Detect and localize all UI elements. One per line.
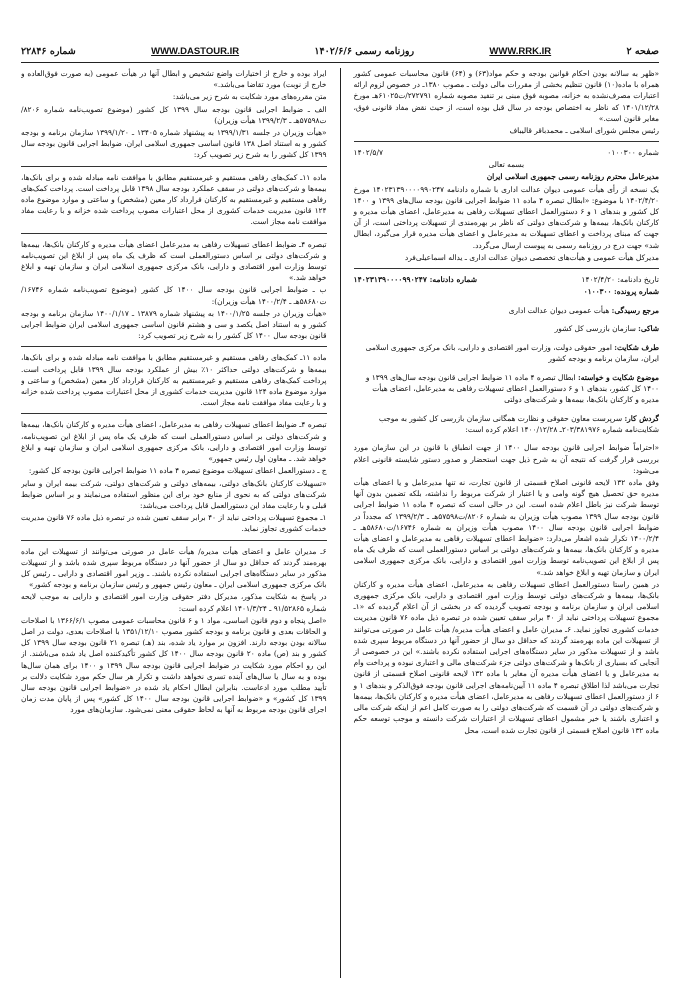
section-divider	[354, 268, 660, 269]
publication-date: روزنامه رسمی ۱۴۰۲/۶/۶	[314, 45, 415, 57]
intro-signature: رئیس مجلس شورای اسلامی ـ محمدباقر قالیباف	[509, 126, 659, 136]
text-paragraph: ۱ـ مجموع تسهیلات پرداختی نباید از ۴۰ برابر سقف تعیین شده در تبصره ذیل ماده ۷۶ قانون مدیریت خدمات کشوری تجاوز نماید.	[21, 513, 327, 534]
text-paragraph: در پاسخ به شکایت مذکور، مدیرکل دفتر حقوقی وزارت امور اقتصادی و دارایی به موجب لایحه شماره ۹۱/۵۲۸۶۵ ـ ۱۴۰۱/۳/۲۴ اعلام کرده است:	[21, 592, 327, 613]
authority-field	[354, 305, 660, 316]
letter-body: یک نسخه از رأی هیأت عمومی دیوان عدالت اداری با شماره دادنامه ۱۴۰۲۳۱۳۹۰۰۰۰۹۹۰۲۴۷ مورخ ۱۴۰۲/۴/۲۰ با موضوع: «ابطال تبصره ۴ ماده ۱۱ ضوابط اجرایی قانون بودجه سال‌های ۱۳۹۹ و ۱۴۰۰ کل کشور و بندهای ۱ و ۶ دستورالعمل اعطای تسهیلات رفاهی به مدیرعامل، اعضای هیأت مدیره و کارکنان بانک‌ها، بیمه‌ها و شرکت‌های دولتی که ناظر بر بهره‌مندی از تسهیلات پرداختی است، از آن جهت که مبنای پرداخت و اعطای تسهیلات به مدیرعامل و اعضای هیأت مدیره قرار می‌گیرد، ابطال شد» جهت درج در روزنامه رسمی به پیوست ارسال می‌گردد.	[353, 184, 659, 250]
complaint-paragraph: «احتراماً ضوابط اجرایی قانون بودجه سال ۱۴۰۰ از جهت انطباق با قانون در این سازمان مورد بررسی قرار گرفت که نتیجه آن به شرح ذیل جهت استحضار و صدور دستور شایسته قانونی اعلام می‌شود:	[353, 443, 659, 475]
text-paragraph: ایراد بوده و خارج از اختیارات واضع تشخیص و ابطال آنها در هیأت عمومی (به صورت فوق‌العاده و خارج از نوبت) مورد تقاضا می‌باشد.»	[21, 69, 327, 90]
process-field	[354, 413, 660, 435]
text-paragraph: «هیأت وزیران در جلسه ۱۴۰۰/۱/۲۵ به پیشنهاد شماره ۱۳۸۷۹ ـ ۱۴۰۰/۱/۱۷ سازمان برنامه و بودجه کشور و به استناد اصل یکصد و سی و هشتم قانون اساسی جمهوری اسلامی ایران ضوابط اجرایی قانون بودجه سال ۱۴۰۰ کل کشور را به شرح زیر تصویب کرد:	[21, 308, 327, 341]
section-divider	[21, 413, 327, 414]
authority-label: مرجع رسیدگی:	[611, 305, 659, 315]
text-paragraph: ب ـ ضوابط اجرایی قانون بودجه سال ۱۴۰۰ کل کشور (موضوع تصویب‌نامه شماره ۱۶۷۴۶/ت۵۸۶۸۰هـ ـ ۱۴۰۰/۲/۴ هیأت وزیران):	[21, 285, 327, 306]
text-paragraph: ماده ۱۱ـ کمک‌های رفاهی مستقیم و غیرمستقیم مطابق با موافقت نامه مبادله شده و برای بانک‌ها، بیمه‌ها و شرکت‌های دولتی حداکثر ۱۰٪ بیش از عملکرد بودجه سال ۱۳۹۹ قابل پرداخت است. پرداخت کمک‌های رفاهی مستقیم و غیرمستقیم به کارکنان قرارداد کار معین (مشخص) و ساعتی و موارد موضوع ماده ۱۲۴ قانون مدیریت خدمات کشوری از محل اعتبارات مصوب پرداخت شده خزانه و با رعایت مفاد موافقت نامه مجاز است.	[21, 353, 327, 408]
case-number: شماره پرونده: ۰۱۰۰۳۰۰	[583, 287, 659, 297]
subject-value: ابطال تبصره ۴ ماده ۱۱ ضوابط اجرایی قانون بودجه سال‌های ۱۳۹۹ و ۱۴۰۰ کل کشور، بندهای ۱ و ۶ دستورالعمل اعطای تسهیلات رفاهی به مدیرعامل، اعضای هیأت مدیره و کارکنان بانک‌ها، بیمه‌ها و شرکت‌های دولتی	[365, 372, 659, 405]
defendant-field	[354, 342, 660, 364]
text-paragraph: «هیأت وزیران در جلسه ۱۳۹۹/۱/۳۱ به پیشنهاد شماره ۱۳۴۰۵ ـ ۱۳۹۹/۱/۲۰ سازمان برنامه و بودجه کشور و به استناد اصل ۱۳۸ قانون اساسی جمهوری اسلامی ایران، ضوابط اجرایی قانون بودجه سال ۱۳۹۹ کل کشور را به شرح زیر تصویب کرد:	[21, 128, 327, 160]
text-paragraph: «اصل پنجاه و دوم قانون اساسی، مواد ۱ و ۶ قانون محاسبات عمومی مصوب ۱۳۶۶/۶/۱ با اصلاحات و الحاقات بعدی و قانون برنامه و بودجه کشور مصوب ۱۳۵۱/۱۲/۱۰ با اصلاحات بعدی، دولت در اصل سالانه بودن بودجه دارند. افزون بر موارد یاد شده، بند (هـ) تبصره ۲۱ قانون بودجه سال ۱۳۹۹ کل کشور و بند (ص) ماده ۲۰ قانون بودجه سال ۱۴۰۰ کل کشور تأکیدکننده اصل یاد شده می‌باشند. از این رو احکام مورد شکایت در ضوابط اجرایی قانون بودجه سال ۱۳۹۹ و ۱۴۰۰ برای همان سال‌ها بوده و به سال یا سال‌های آینده تسری نخواهد داشت و تکرار هر سال حکم مورد شکایت دلالت بر تأیید مطلب مورد ادعاست. بنابراین ابطال احکام یاد شده در «ضوابط اجرایی قانون بودجه سال ۱۳۹۹ کل کشور» و «ضوابط اجرایی قانون بودجه سال ۱۴۰۰ کل کشور» پس از پایان مدت زمان اجرای قانون بودجه مربوط به آنها به لحاظ حقوقی معنی نمی‌شود. سازمان‌های مورد	[21, 615, 327, 715]
text-paragraph: تبصره ۴ـ ضوابط اعطای تسهیلات رفاهی به مدیرعامل، اعضای هیأت مدیره و کارکنان بانک‌ها، بیمه‌ها و شرکت‌های دولتی بر اساس دستورالعملی است که ظرف یک ماه پس از ابلاغ این تصویب‌نامه، توسط وزارت امور اقتصادی و دارایی، بانک مرکزی جمهوری اسلامی ایران و سازمان تهیه و ابلاغ خواهد شد. ـ معاون اول رئیس جمهور»	[21, 420, 327, 464]
plaintiff-label: شاکی:	[638, 324, 659, 334]
page-header	[21, 42, 659, 60]
plaintiff-value: سازمان بازرسی کل کشور	[554, 324, 636, 334]
subject-field	[354, 372, 660, 406]
complaint-paragraph: در همین راستا دستورالعمل اعطای تسهیلات رفاهی به مدیرعامل، اعضای هیأت مدیره و کارکنان بانک‌ها، بیمه‌ها و شرکت‌های دولتی توسط وزارت امور اقتصادی و دارایی، بانک مرکزی جمهوری اسلامی ایران و سازمان برنامه و بودجه تصویب گردیده که در بخشی از آن اعلام گردیده که «۱ـ مجموع تسهیلات پرداختی نباید از ۴۰ برابر سقف تعیین شده در تبصره ذیل ماده ۷۶ قانون مدیریت خدمات کشوری تجاوز نماید. ۶ـ مدیران عامل و اعضای هیأت مدیره/ هیأت عامل در صورتی می‌توانند از تسهیلات این ماده بهره‌مند گردند که حداقل دو سال از حضور آنها در دستگاه مربوط سپری شده باشد و از تسهیلات مذکور در سایر دستگاه‌های اجرایی استفاده نکرده باشند.» این در خصوصی از آنجایی که بسیاری از بانک‌ها و شرکت‌های دولتی جزء شرکت‌های مالی و اعتباری نبوده و پرداخت وام به مدیرعامل و یا اعضای هیأت مدیره آن مغایر با ماده ۱۳۲ لایحه قانونی اصلاح قسمتی از قانون تجارت می‌باشد لذا اطلاق تبصره ۴ ماده ۱۱ آیین‌نامه‌های اجرایی قانون بودجه فوق‌الذکر و بندهای ۱ و ۶ از دستورالعمل اعطای تسهیلات رفاهی به مدیرعامل، اعضای هیأت مدیره و کارکنان بانک‌ها، بیمه‌ها و شرکت‌های دولتی در آن قسمت که شرکت‌های دولتی را به صورت کامل اعم از اینکه شرکت مالی و اعتباری باشند یا خیر مشمول اعطای تسهیلات از اعتبارات شرکت دانسته و موجب توسعه حکم ماده ۱۳۲ قانون اصلاح قسمتی از قانون تجارت شده است، محل	[353, 579, 659, 735]
text-paragraph: ج ـ دستورالعمل اعطای تسهیلات موضوع تبصره ۴ ماده ۱۱ ضوابط اجرایی قانون بودجه کل کشور:	[28, 466, 327, 476]
text-paragraph: تبصره ۴ـ ضوابط اعطای تسهیلات رفاهی به مدیرعامل اعضای هیأت مدیره و کارکنان بانک‌ها، بیمه‌ها و شرکت‌های دولتی بر اساس دستورالعملی است که ظرف یک ماه پس از ابلاغ این تصویب‌نامه توسط وزارت امور اقتصادی و دارایی، بانک مرکزی جمهوری اسلامی ایران و سازمان تهیه و ابلاغ خواهد شد.»	[21, 239, 327, 283]
reference-date: ۱۴۰۲/۵/۷	[353, 148, 384, 158]
addressee: مدیرعامل محترم روزنامه رسمی جمهوری اسلامی ایران	[486, 172, 659, 182]
section-divider	[21, 540, 327, 541]
reference-number: شماره ۰۱۰۰۳۰۰	[607, 148, 659, 158]
verdict-number: شماره دادنامه: ۱۴۰۲۳۱۳۹۰۰۰۰۹۹۰۲۴۷	[353, 275, 478, 285]
header-rule	[21, 62, 659, 63]
intro-paragraph: «ظهر به سالانه بودن احکام قوانین بودجه و حکم مواد(۶۳) و (۶۴) قانون محاسبات عمومی کشور همراه با ماده(۱۰) قانون تنظیم بخشی از مقررات مالی دولت ـ مصوب ۱۳۸۰ـ در خصوص لزوم ارائه اعتبارات مصرف‌نشده به خزانه، مصوبه فوق مبنی بر تنفید مصوبه شماره ۲۷۲۷۹۱/ت۶۱۰۲۵هـ مورخ ۱۴۰۱/۱۲/۲۸ که ناظر به اختصاص بودجه در سال قبل بوده است، از حیث نقض مفاد قانونی فوق، مغایر قانون است.»	[353, 69, 659, 123]
rrk-link[interactable]: WWW.RRK.IR	[489, 45, 552, 57]
page-number: صفحه ۲	[626, 45, 659, 57]
dastour-link[interactable]: WWW.DASTOUR.IR	[151, 45, 240, 57]
issue-number: شماره ۲۲۸۴۶	[21, 45, 76, 57]
text-paragraph: الف ـ ضوابط اجرایی قانون بودجه سال ۱۳۹۹ کل کشور (موضوع تصویب‌نامه شماره ۸۲۰۶/ت۵۷۵۹۸هـ ـ ۱۳۹۹/۲/۳ هیأت وزیران)	[21, 104, 327, 125]
letter-signature: مدیرکل هیأت عمومی و هیأت‌های تخصصی دیوان عدالت اداری ـ یداله اسماعیلی‌فرد	[404, 252, 659, 262]
bismillah: بسمه تعالی	[488, 160, 525, 170]
authority-value: هیأت عمومی دیوان عدالت اداری	[508, 305, 610, 315]
defendant-label: طرف شکایت:	[614, 342, 659, 352]
text-paragraph: «تسهیلات کارکنان بانک‌های دولتی، بیمه‌های دولتی و شرکت‌های دولتی، شرکت بیمه ایران و سایر شرکت‌های دولتی که به نحوی از منابع خود برای این منظور استفاده می‌نمایند و بر اساس ضوابط قبلی و با رعایت مفاد این دستورالعمل قابل پرداخت می‌باشد:	[21, 478, 327, 510]
left-column	[21, 68, 334, 978]
reference-line	[354, 147, 660, 159]
text-paragraph: متن مقرره‌های مورد شکایت به شرح زیر می‌باشد:	[172, 92, 327, 102]
subject-label: موضوع شکایت و خواسته:	[578, 372, 659, 382]
plaintiff-field	[354, 323, 660, 334]
section-divider	[21, 166, 327, 167]
verdict-line	[354, 274, 660, 286]
section-divider	[354, 141, 660, 142]
process-label: گردش کار:	[624, 413, 659, 423]
defendant-value: امور حقوقی دولت، وزارت امور اقتصادی و دارایی، بانک مرکزی جمهوری اسلامی ایران، سازمان برنامه و بودجه کشور	[365, 342, 659, 364]
right-column	[347, 68, 660, 978]
column-divider	[340, 68, 341, 978]
complaint-paragraph: وفق ماده ۱۳۲ لایحه قانونی اصلاح قسمتی از قانون تجارت، نه تنها مدیرعامل و یا اعضای هیأت مدیره حق تحصیل هیچ گونه وامی و یا اعتبار از شرکت مربوط را نداشته، بلکه تضمین بدون آنها توسط شرکت نیز باطل اعلام شده است. این در حالی است که تبصره ۴ ماده ۱۱ ضوابط اجرایی قانون بودجه سال ۱۳۹۹ مصوب هیأت وزیران به شماره ۸۲۰۶/ت۵۷۵۹۸هـ ـ ۱۳۹۹/۲/۳ که مجدداً در ضوابط اجرایی قانون بودجه سال ۱۴۰۰ مصوب هیأت وزیران به شماره ۱۶۷۴۶/ت۵۸۶۸۰هـ ـ ۱۴۰۰/۲/۴ تکرار شده اشعار می‌دارد: «ضوابط اعطای تسهیلات رفاهی به مدیرعامل و اعضای هیأت مدیره و کارکنان بانک‌ها، بیمه‌ها و شرکت‌های دولتی بر اساس دستورالعملی است که ظرف یک ماه پس از ابلاغ این تصویب‌نامه توسط وزارت امور اقتصادی و دارایی، بانک مرکزی جمهوری اسلامی ایران و سازمان تهیه و ابلاغ خواهد شد.»	[353, 478, 659, 577]
columns	[21, 68, 659, 978]
text-paragraph: ماده ۱۱ـ کمک‌های رفاهی مستقیم و غیرمستقیم مطابق با موافقت نامه مبادله شده و برای بانک‌ها، بیمه‌ها و شرکت‌های دولتی در سقف عملکرد بودجه سال ۱۳۹۸ قابل پرداخت است. پرداخت کمک‌های رفاهی مستقیم و غیرمستقیم به کارکنان قرارداد کار معین (مشخص) و ساعتی و موارد موضوع ماده ۱۲۴ قانون مدیریت خدمات کشوری از محل اعتبارات مصوب پرداخت شده خزانه و با رعایت مفاد موافقت نامه مجاز است.	[21, 172, 327, 227]
section-divider	[21, 346, 327, 347]
section-divider	[21, 233, 327, 234]
process-value: سرپرست معاون حقوقی و نظارت همگانی سازمان بازرسی کل کشور به موجب شکایت‌نامه شماره ۲۰۳/۳۸۱۹۷۶ـ ۱۴۰۰/۱۲/۲۸ اعلام کرده است:	[378, 413, 659, 434]
verdict-date: تاریخ دادنامه: ۱۴۰۲/۴/۲۰	[581, 275, 659, 285]
text-paragraph: ۶ـ مدیران عامل و اعضای هیأت مدیره/ هیأت عامل در صورتی می‌توانند از تسهیلات این ماده بهره‌مند گردند که حداقل دو سال از حضور آنها در دستگاه مربوط سپری شده باشد و از تسهیلات مذکور در سایر دستگاه‌های اجرایی استفاده نکرده باشند. ـ وزیر امور اقتصادی و دارایی ـ رئیس کل بانک مرکزی جمهوری اسلامی ایران ـ معاون رئیس جمهور و رئیس سازمان برنامه و بودجه کشور»	[21, 546, 327, 590]
